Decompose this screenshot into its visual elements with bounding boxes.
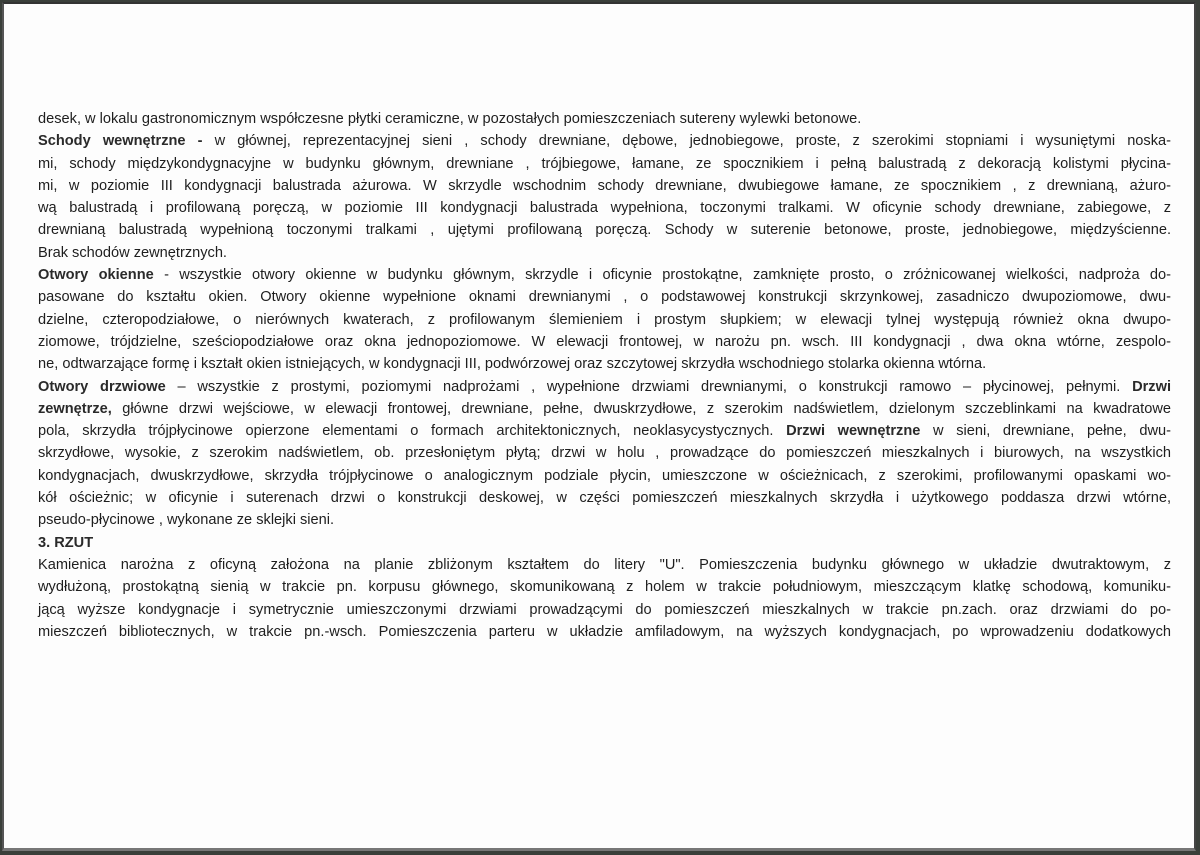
- text-segment: drewnianą balustradą wypełnioną toczonymi tralkami , ujętymi profilowaną poręczą. Schody w suterenie betonowe, proste, jednobiegowe, międzyścienne.: [38, 222, 1171, 239]
- text-line: [38, 108, 1171, 130]
- text-line: [38, 554, 1171, 576]
- bold-term: Otwory drzwiowe: [38, 378, 166, 395]
- text-segment: mi, w poziomie III kondygnacji balustrada ażurowa. W skrzydle wschodnim schody drewniane, dwubiegowe łamane, ze spocznikiem , z drewnianą, ażuro-: [38, 177, 1171, 194]
- bold-term: zewnętrze,: [38, 400, 112, 417]
- text-segment: dzielne, czteropodziałowe, o nierównych kwaterach, z profilowanym ślemieniem i prostym słupkiem; w elewacji tylnej występują również okna dwupo-: [38, 311, 1171, 328]
- text-line: [38, 219, 1171, 241]
- text-segment: mi, schody międzykondygnacyjne w budynku głównym, drewniane , trójbiegowe, łamane, ze spocznikiem i pełną balustradą z dekoracją kolistymi płycina-: [38, 155, 1171, 172]
- text-segment: pasowane do kształtu okien. Otwory okienne wypełnione oknami drewnianymi , o podstawowej konstrukcji skrzynkowej, zasadniczo dwupoziomowe, dwu-: [38, 289, 1171, 306]
- bold-term: Schody wewnętrzne -: [38, 133, 215, 150]
- text-segment: kondygnacjach, dwuskrzydłowe, skrzydła trójpłycinowe o analogicznym podziale płycin, umieszczone w ościeżnicach, z szerokimi, profilowanymi opaskami wo-: [38, 467, 1171, 484]
- text-segment: ziomowe, trójdzielne, sześciopodziałowe oraz okna jednopoziomowe. W elewacji frontowej, w narożu pn. wsch. III kondygnacji , dwa okna wtórne, zespolo-: [38, 333, 1171, 350]
- text-segment: pseudo-płycinowe , wykonane ze sklejki sieni.: [38, 512, 335, 529]
- text-line: [38, 153, 1171, 175]
- text-line: [38, 331, 1171, 353]
- text-segment: jącą wyższe kondygnacje i symetrycznie umieszczonymi drzwiami prowadzącymi do pomieszczeń mieszkalnych w trakcie pn.zach. oraz drzwiami do po-: [38, 601, 1171, 618]
- text-line: [38, 576, 1171, 598]
- text-segment: Brak schodów zewnętrznych.: [38, 244, 227, 261]
- text-segment: Kamienica narożna z oficyną założona na planie zbliżonym kształtem do litery "U". Pomieszczenia budynku głównego w układzie dwutraktowym, z: [38, 556, 1171, 573]
- text-segment: mieszczeń bibliotecznych, w trakcie pn.-wsch. Pomieszczenia parteru w układzie amfiladowym, na wyższych kondygnacjach, po wprowadzeniu dodatkowych: [38, 623, 1171, 640]
- text-segment: desek, w lokalu gastronomicznym współczesne płytki ceramiczne, w pozostałych pomieszczeniach sutereny wylewki betonowe.: [38, 111, 862, 127]
- text-line: [38, 509, 1171, 531]
- bold-term: Drzwi wewnętrzne: [786, 423, 921, 440]
- text-segment: pola, skrzydła trójpłycinowe opierzone elementami o formach architektonicznych, neoklasycystycznych.: [38, 423, 787, 440]
- text-segment: skrzydłowe, wysokie, z szerokim nadświetlem, ob. przesłoniętym płytą; drzwi w holu , prowadzące do pomieszczeń mieszkalnych i biurowych, na wszystkich: [38, 445, 1171, 462]
- text-line: [38, 309, 1171, 331]
- text-line: [38, 175, 1171, 197]
- text-line: [38, 242, 1171, 264]
- text-line: [38, 442, 1171, 464]
- text-line: [38, 599, 1171, 621]
- text-line: [38, 286, 1171, 308]
- text-line: [38, 532, 1171, 554]
- text-line: [38, 264, 1171, 286]
- text-line: [38, 376, 1171, 398]
- scanned-page: [2, 2, 1196, 851]
- text-line: [38, 465, 1171, 487]
- bold-term: 3. RZUT: [38, 534, 94, 551]
- text-segment: ne, odtwarzające formę i kształt okien istniejących, w kondygnacji III, podwórzowej oraz szczytowej skrzydła wschodniego stolarka okienna wtórna.: [38, 356, 987, 373]
- text-line: [38, 197, 1171, 219]
- text-line: [38, 621, 1171, 643]
- text-segment: kół ościeżnic; w oficynie i suterenach drzwi o konstrukcji deskowej, w części pomieszczeń mieszkalnych skrzydła i użytkowego poddasza drzwi wtórne,: [38, 490, 1171, 507]
- text-line: [38, 487, 1171, 509]
- text-line: [38, 420, 1171, 442]
- bold-term: Otwory okienne: [38, 267, 154, 284]
- text-segment: wą balustradą i profilowaną poręczą, w poziomie III kondygnacji balustrada wypełniona, toczonymi tralkami. W oficynie schody drewniane, zabiegowe, z: [38, 200, 1171, 217]
- text-segment: – wszystkie z prostymi, poziomymi nadprożami , wypełnione drzwiami drewnianymi, o konstrukcji ramowo – płycinowej, pełnymi.: [165, 378, 1133, 395]
- bold-term: Drzwi: [1132, 378, 1171, 395]
- text-line: [38, 398, 1171, 420]
- text-line: [38, 353, 1171, 375]
- text-segment: wydłużoną, prostokątną sienią w trakcie pn. korpusu głównego, skomunikowaną z holem w trakcie południowym, mieszczącym klatkę schodową, komuniku-: [38, 579, 1171, 596]
- text-segment: główne drzwi wejściowe, w elewacji frontowej, drewniane, pełne, dwuskrzydłowe, z szerokim nadświetlem, dzielonym szczeblinkami na kwadratowe: [111, 400, 1171, 417]
- text-segment: - wszystkie otwory okienne w budynku głównym, skrzydle i oficynie prostokątne, zamknięte prosto, o zróżnicowanej wielkości, nadproża do-: [153, 267, 1171, 284]
- text-segment: w sieni, drewniane, pełne, dwu-: [920, 423, 1171, 440]
- text-line: [38, 130, 1171, 152]
- document-body: [38, 108, 1171, 643]
- text-segment: w głównej, reprezentacyjnej sieni , schody drewniane, dębowe, jednobiegowe, proste, z szerokimi stopniami i wysuniętymi noska-: [214, 133, 1171, 150]
